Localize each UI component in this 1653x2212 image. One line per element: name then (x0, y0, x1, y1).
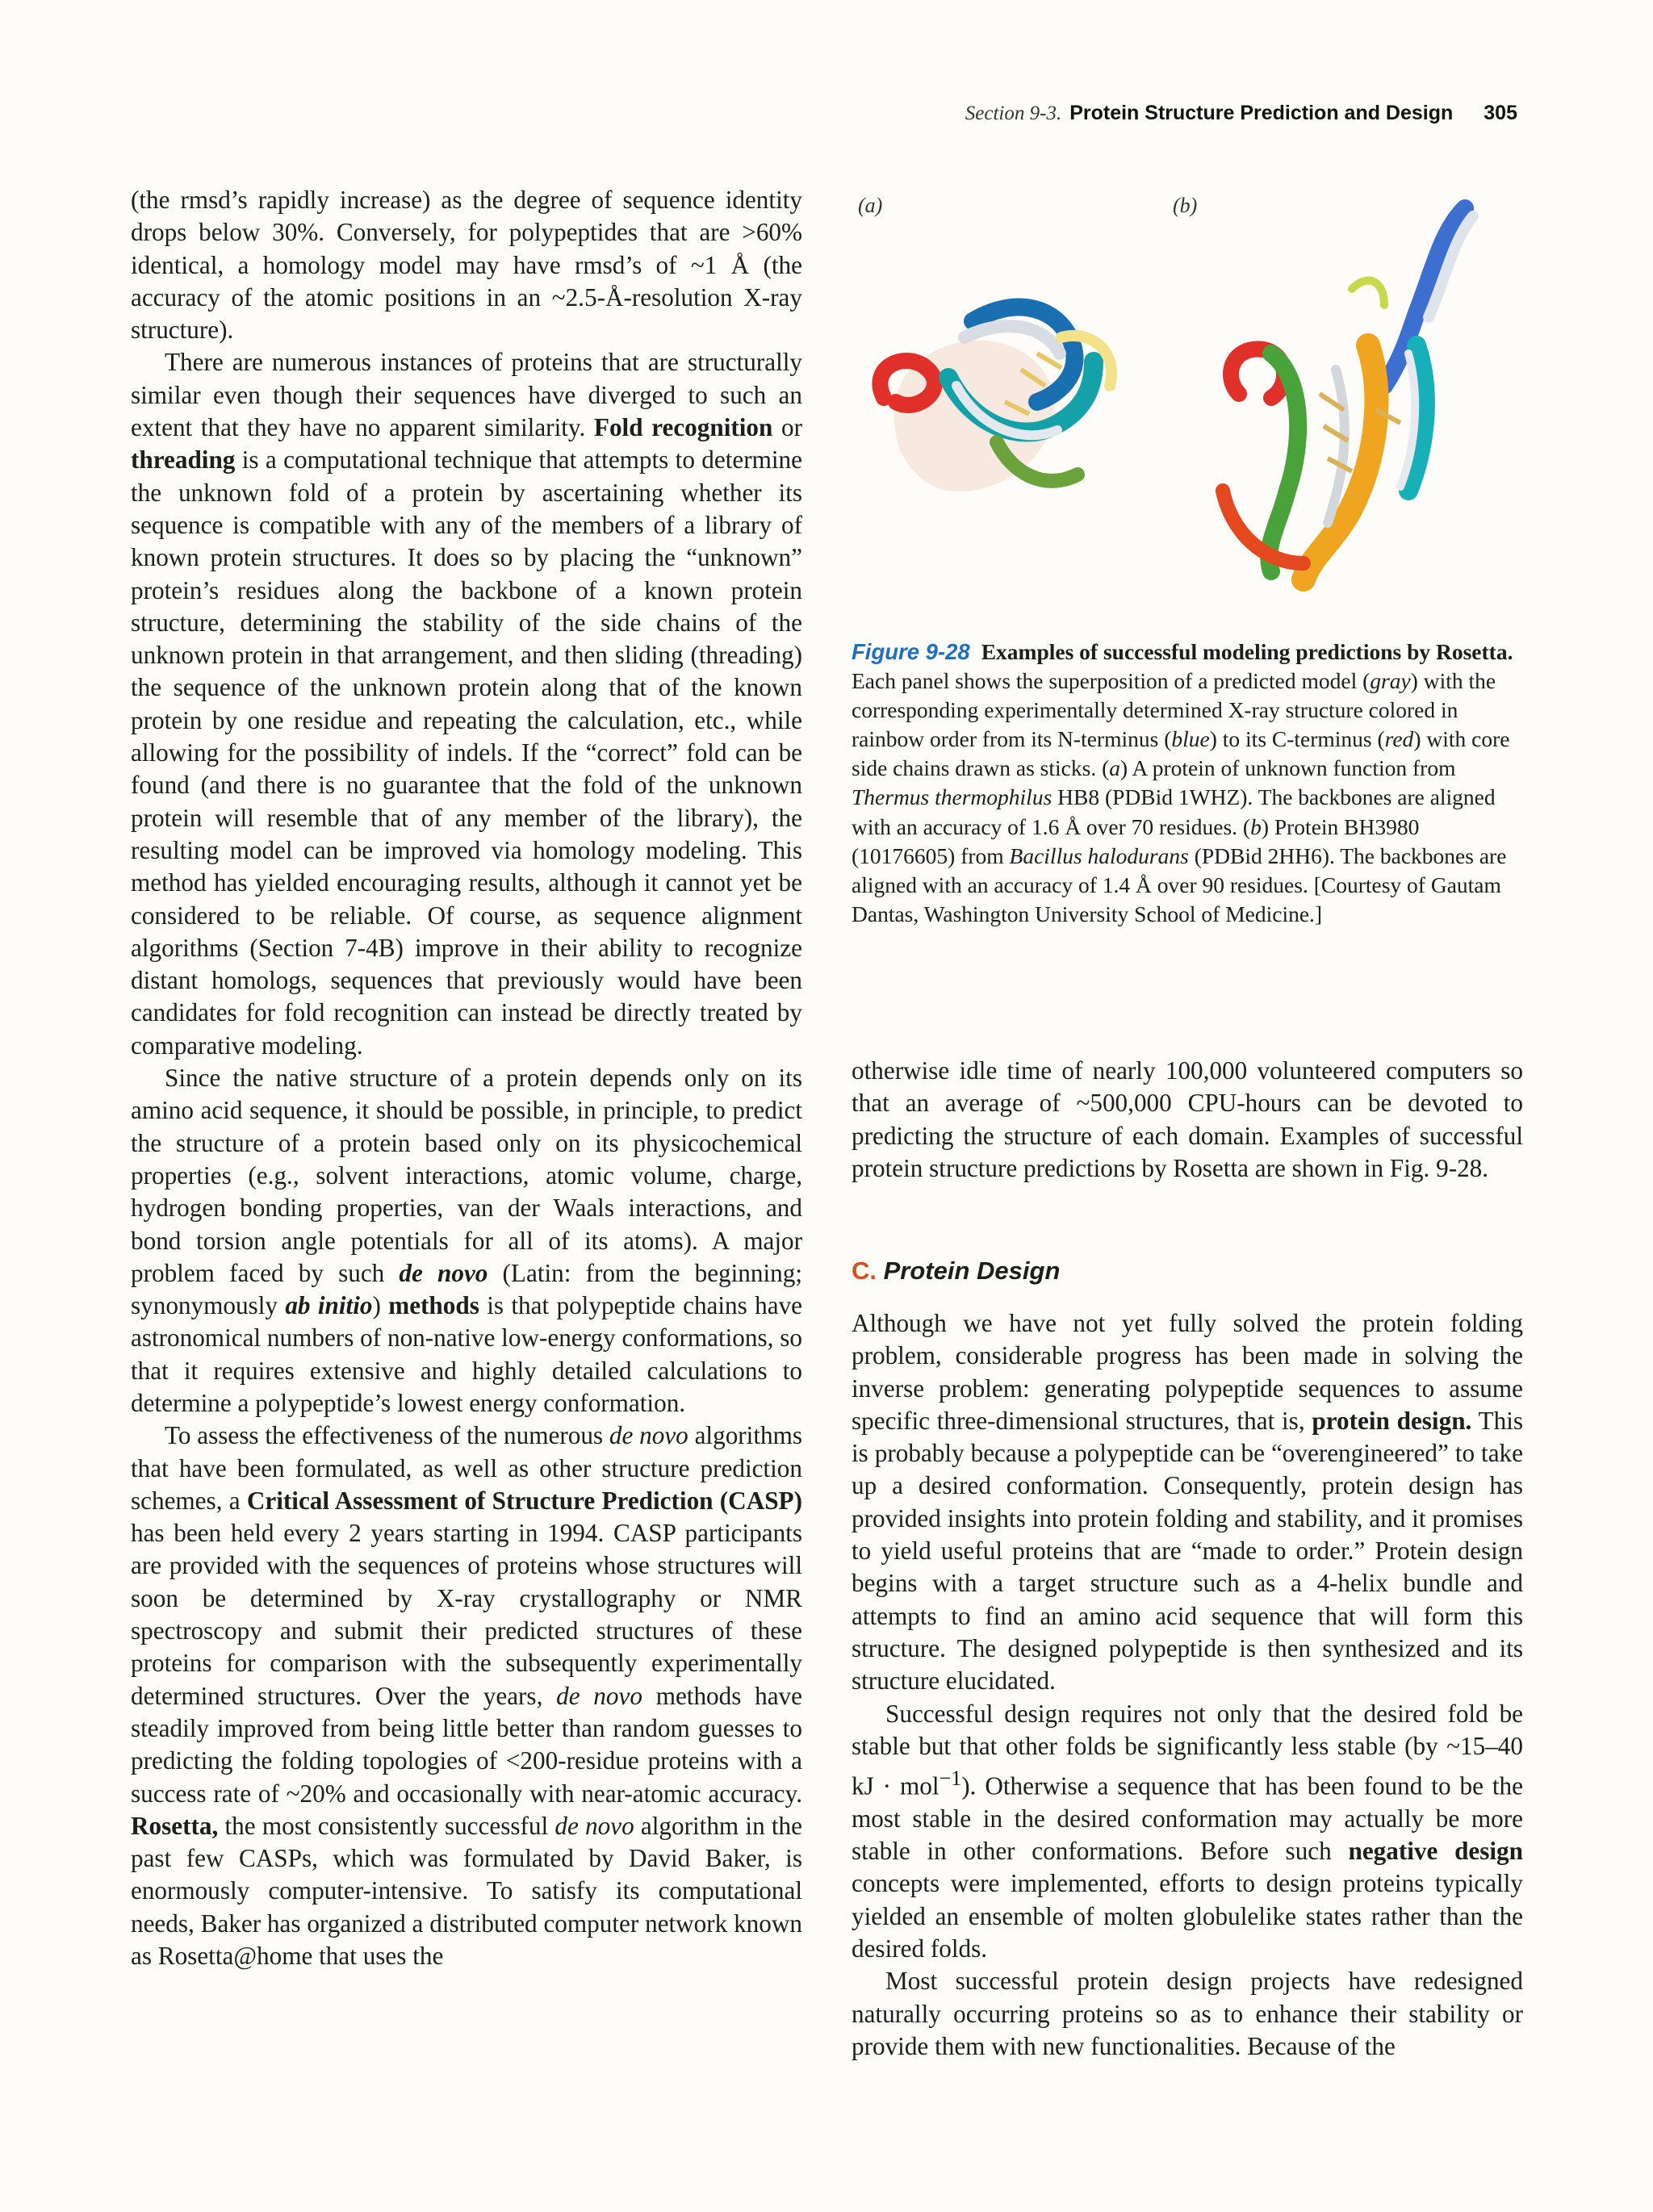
running-header (965, 102, 1517, 125)
paragraph-r4: Most successful protein design projects have redesigned naturally occurring proteins so as to enhance their stability or provide them with new functionalities. Because of the (852, 1967, 1523, 2060)
right-text-column-top (852, 1055, 1523, 1185)
figure-9-28 (852, 184, 1523, 636)
paragraph-r3: Successful design requires not only that the desired fold be stable but that other folds be significantly less stable (by ~15–40 kJ · mol$^{-1}$). Otherwise a sequence that has been found to be the most stable in the desired conformation may actually be more stable in other conformations. Before such negative design concepts were implemented, efforts to design proteins typically yielded an ensemble of molten globulelike states rather than the desired folds. (852, 1699, 1523, 1963)
section-title: Protein Design (883, 1257, 1061, 1285)
paragraph-r1: otherwise idle time of nearly 100,000 volunteered computers so that an average of ~500,000 CPU-hours can be devoted to predicting the structure of each domain. Examples of successful protein structure predictions by Rosetta are shown in Fig. 9-28. (852, 1056, 1523, 1182)
paragraph-p2: There are numerous instances of proteins that are structurally similar even though their sequences have diverged to such an extent that they have no apparent similarity. Fold recognition or threading is a computational technique that attempts to determine the unknown fold of a protein by ascertaining whether its sequence is compatible with any of the members of a library of known protein structures. It does so by placing the “unknown” protein’s residues along the backbone of a known protein structure, determining the stability of the side chains of the unknown protein in that arrangement, and then sliding (threading) the sequence of the unknown protein along that of the known protein by one residue and repeating the calculation, etc., while allowing for the possibility of indels. If the “correct” fold can be found (and there is no guarantee that the fold of the unknown protein will resemble that of any member of the library), the resulting model can be improved via homology modeling. This method has yielded encouraging results, although it cannot yet be considered to be reliable. Of course, as sequence alignment algorithms (Section 7-4B) improve in their ability to recognize distant homologs, sequences that previously would have been candidates for fold recognition can instead be directly treated by comparative modeling. (131, 348, 802, 1060)
paragraph-p1: (the rmsd’s rapidly increase) as the degree of sequence identity drops below 30%. Conversely, for polypeptides that are >60% identical, a homology model may have rmsd’s of ~1 Å (the accuracy of the atomic positions in an ~2.5-Å-resolution X-ray structure). (131, 186, 802, 345)
panel-a-label: (a) (858, 194, 883, 217)
paragraph-p4: To assess the effectiveness of the numerous de novo algorithms that have been formulated, as well as other structure prediction schemes, a Critical Assessment of Structure Prediction (CASP) has been held every 2 years starting in 1994. CASP participants are provided with the sequences of proteins whose structures will soon be determined by X-ray crystallography or NMR spectroscopy and submit their predicted structures of these proteins for comparison with the subsequently experimentally determined structures. Over the years, de novo methods have steadily improved from being little better than random guesses to predicting the folding topologies of <200-residue proteins with a success rate of ~20% and occasionally with near-atomic accuracy. Rosetta, the most consistently successful de novo algorithm in the past few CASPs, which was formulated by David Baker, is enormously computer-intensive. To satisfy its computational needs, Baker has organized a distributed computer network known as Rosetta@home that uses the (131, 1421, 802, 1971)
left-text-column (131, 184, 802, 1972)
page-number: 305 (1484, 102, 1517, 124)
header-title: Protein Structure Prediction and Design (1069, 102, 1454, 124)
figure-label: Figure 9-28 (852, 639, 970, 664)
header-section: Section 9-3. (965, 102, 1062, 124)
figure-caption (852, 638, 1523, 929)
paragraph-r2: Although we have not yet fully solved the protein folding problem, considerable progress has been made in solving the inverse problem: generating polypeptide sequences to assume specific three-dimensional structures, that is, protein design. This is probably because a polypeptide can be “overengineered” to take up a desired conformation. Consequently, protein design has provided insights into protein folding and stability, and it promises to yield useful proteins that are “made to order.” Protein design begins with a target structure such as a 4-helix bundle and attempts to find an amino acid sequence that will form this structure. The designed polypeptide is then synthesized and its structure elucidated. (852, 1309, 1523, 1696)
panel-a-structure (880, 307, 1111, 492)
panel-b-structure (1223, 208, 1473, 579)
protein-ribbon-illustration (852, 184, 1523, 636)
section-letter: C. (852, 1257, 877, 1285)
figure-caption-body: Each panel shows the superposition of a predicted model (gray) with the corresponding experimentally determined X-ray structure colored in rainbow order from its N-terminus (blue) to its C-terminus (red) with core side chains drawn as sticks. (a) A protein of unknown function from Thermus thermophilus HB8 (PDBid 1WHZ). The backbones are aligned with an accuracy of 1.6 Å over 70 residues. (b) Protein BH3980 (10176605) from Bacillus halodurans (PDBid 2HH6). The backbones are aligned with an accuracy of 1.4 Å over 90 residues. [Courtesy of Gautam Dantas, Washington University School of Medicine.] (852, 668, 1510, 926)
right-text-column-bottom (852, 1307, 1523, 2063)
paragraph-p3: Since the native structure of a protein depends only on its amino acid sequence, it should be possible, in principle, to predict the structure of a protein based only on its physicochemical properties (e.g., solvent interactions, atomic volume, charge, hydrogen bonding properties, van der Waals interactions, and bond torsion angle potentials for all of its atoms). A major problem faced by such de novo (Latin: from the beginning; synonymously ab initio) methods is that polypeptide chains have astronomical numbers of non-native low-energy conformations, so that it requires extensive and highly detailed calculations to determine a polypeptide’s lowest energy conformation. (131, 1064, 803, 1417)
section-heading-c (852, 1257, 1060, 1286)
figure-title: Examples of successful modeling predictions by Rosetta. (981, 639, 1513, 664)
panel-b-label: (b) (1173, 194, 1198, 217)
